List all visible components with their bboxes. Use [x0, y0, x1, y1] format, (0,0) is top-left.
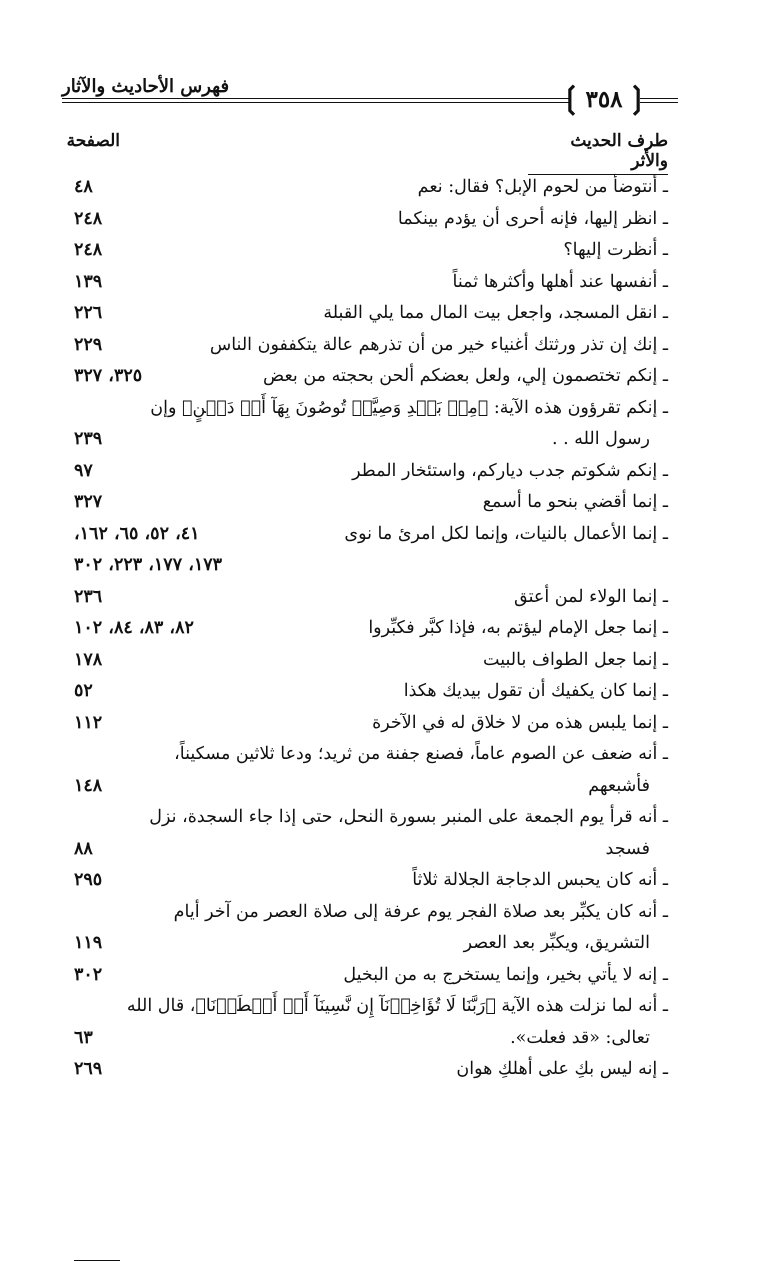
entry-text: ـ إنك إن تذر ورثتك أغنياء خير من أن تذرهم عالة يتكففون الناس [209, 334, 668, 355]
entry-line [0, 550, 764, 582]
entry-pages: ٥٢ [74, 681, 93, 701]
entry-line [0, 991, 764, 1023]
page-column-heading: الصفحة [74, 131, 120, 1261]
index-entry [0, 960, 764, 992]
entry-line [0, 897, 764, 929]
entry-line [0, 739, 764, 771]
entry-text: ـ أنتوضأ من لحوم الإبل؟ فقال: نعم [417, 177, 668, 197]
entry-pages: ٢٣٩ [74, 429, 103, 449]
entries-list [0, 172, 764, 1086]
entry-pages: ٢٢٦ [74, 303, 103, 323]
entry-text-continued: رسول الله . . [551, 429, 650, 449]
entry-line [0, 330, 764, 362]
index-entry [0, 708, 764, 740]
entry-text-continued: فأشبعهم [588, 775, 650, 796]
index-entry [0, 172, 764, 204]
term-column-heading: طرف الحديث والأثر [528, 131, 668, 175]
entry-pages: ٤٨ [74, 177, 93, 197]
entry-pages: ١١٩ [74, 933, 103, 953]
entry-line [0, 424, 764, 456]
entry-line [0, 487, 764, 519]
entry-line [0, 267, 764, 299]
entry-text: ـ إنه ليس بكِ على أهلكِ هوان [456, 1059, 668, 1079]
entry-line [0, 582, 764, 614]
header-rule [62, 98, 570, 99]
index-entry [0, 645, 764, 677]
entry-pages: ١١٢ [74, 712, 103, 733]
entry-text-continued: التشريق، ويكبِّر بعد العصر [463, 933, 650, 953]
entry-line [0, 676, 764, 708]
entry-text: ـ أنه كان يحبس الدجاجة الجلالة ثلاثاً [412, 870, 668, 890]
index-entry [0, 330, 764, 362]
entry-text-continued: فسجد [605, 838, 650, 859]
index-entry [0, 204, 764, 236]
entry-text: ـ أنه قرأ يوم الجمعة على المنبر بسورة النحل، حتى إذا جاء السجدة، نزل [149, 807, 668, 827]
index-entry [0, 1054, 764, 1086]
entry-pages: ٢٣٦ [74, 586, 103, 607]
index-entry [0, 267, 764, 299]
entry-pages: ٢٤٨ [74, 208, 103, 229]
index-entry [0, 739, 764, 802]
entry-line [0, 802, 764, 834]
entry-pages: ١٧٣، ١٧٧، ٢٢٣، ٣٠٢ [74, 555, 223, 575]
running-header [0, 0, 764, 120]
entry-text: ـ إنما يلبس هذه من لا خلاق له في الآخرة [372, 712, 668, 733]
index-entry [0, 298, 764, 330]
entry-line [0, 1023, 764, 1055]
entry-text: ـ إنما جعل الطواف بالبيت [483, 649, 668, 670]
entry-text: ـ إنما الولاء لمن أعتق [514, 586, 668, 607]
bracket-left-ornament: ❳ [558, 81, 584, 116]
entry-pages: ١٤٨ [74, 775, 103, 796]
entry-text: ـ أنظرت إليها؟ [563, 240, 668, 260]
index-entry [0, 897, 764, 960]
index-entry [0, 802, 764, 865]
index-entry [0, 582, 764, 614]
bracket-right-ornament: ❲ [624, 81, 650, 116]
index-entry [0, 865, 764, 897]
entry-text: ـ انقل المسجد، واجعل بيت المال مما يلي القبلة [323, 303, 668, 323]
entry-text: ـ أنه ضعف عن الصوم عاماً، فصنع جفنة من ثريد؛ ودعا ثلاثين مسكيناً، [174, 744, 668, 764]
entry-line [0, 960, 764, 992]
index-entry [0, 991, 764, 1054]
entry-line [0, 928, 764, 960]
entry-text: ـ انظر إليها، فإنه أحرى أن يؤدم بينكما [397, 208, 668, 229]
entry-pages: ٢٦٩ [74, 1059, 103, 1079]
entry-pages: ٢٢٩ [74, 334, 103, 355]
page-number-box [558, 81, 650, 116]
index-entry [0, 676, 764, 708]
entry-text: ـ إنما جعل الإمام ليؤتم به، فإذا كبَّر فكبِّروا [368, 618, 668, 638]
index-entry [0, 235, 764, 267]
entry-line [0, 204, 764, 236]
entry-text: ـ أنفسها عند أهلها وأكثرها ثمناً [452, 271, 668, 292]
entry-text: ـ إنه لا يأتي بخير، وإنما يستخرج به من البخيل [343, 964, 668, 985]
entry-line [0, 456, 764, 488]
entry-line [0, 645, 764, 677]
page-number: ٣٥٨ [585, 85, 623, 113]
entry-pages: ٢٩٥ [74, 870, 103, 890]
index-entry [0, 361, 764, 393]
entry-pages: ٨٨ [74, 838, 93, 859]
entry-line [0, 172, 764, 204]
index-entry [0, 519, 764, 582]
entry-line [0, 235, 764, 267]
index-entry [0, 456, 764, 488]
entry-text: ـ إنما كان يكفيك أن تقول بيديك هكذا [403, 681, 668, 701]
entry-pages: ١٧٨ [74, 649, 103, 670]
entry-pages: ١٣٩ [74, 271, 103, 292]
entry-pages: ٤١، ٥٢، ٦٥، ١٦٢، [74, 523, 200, 544]
entry-pages: ٨٢، ٨٣، ٨٤، ١٠٢ [74, 618, 194, 638]
index-entry [0, 487, 764, 519]
entry-line [0, 1054, 764, 1086]
entry-line [0, 865, 764, 897]
entry-pages: ٦٣ [74, 1027, 93, 1048]
entry-pages: ٩٧ [74, 460, 93, 481]
index-title: فهرس الأحاديث والآثار [62, 76, 230, 97]
entry-line [0, 834, 764, 866]
entry-pages: ٣٠٢ [74, 964, 103, 985]
entry-line [0, 771, 764, 803]
entry-text-continued: تعالى: «قد فعلت». [510, 1027, 650, 1048]
entry-text: ـ أنه كان يكبِّر بعد صلاة الفجر يوم عرفة إلى صلاة العصر من آخر أيام [173, 901, 668, 922]
entry-text: ـ إنما أقضي بنحو ما أسمع [482, 492, 668, 512]
entry-text: ـ إنكم تقرؤون هذه الآية: ﴿مِنۢ بَعۡدِ وَصِيَّةٖ تُوصُونَ بِهَآ أَوۡ دَيۡنٍ﴾ وإن [150, 397, 668, 418]
entry-pages: ٣٢٥، ٣٢٧ [74, 366, 143, 386]
entry-pages: ٣٢٧ [74, 492, 103, 512]
header-rule [62, 102, 570, 103]
entry-text: ـ إنكم تختصمون إلي، ولعل بعضكم ألحن بحجته من بعض [263, 366, 668, 386]
entry-text: ـ إنما الأعمال بالنيات، وإنما لكل امرئ ما نوى [344, 523, 668, 544]
entry-pages: ٢٤٨ [74, 240, 103, 260]
entry-line [0, 361, 764, 393]
entry-line [0, 708, 764, 740]
entry-line [0, 519, 764, 551]
index-entry [0, 393, 764, 456]
entry-line [0, 298, 764, 330]
index-entry [0, 613, 764, 645]
entry-line [0, 393, 764, 425]
entry-text: ـ إنكم شكوتم جدب دياركم، واستئخار المطر [352, 460, 668, 481]
entry-text: ـ أنه لما نزلت هذه الآية ﴿رَبَّنَا لَا تُؤَاخِذۡنَآ إِن نَّسِينَآ أَوۡ أَخۡطَأۡنَا﴾، قال الله [126, 996, 668, 1016]
entry-line [0, 613, 764, 645]
